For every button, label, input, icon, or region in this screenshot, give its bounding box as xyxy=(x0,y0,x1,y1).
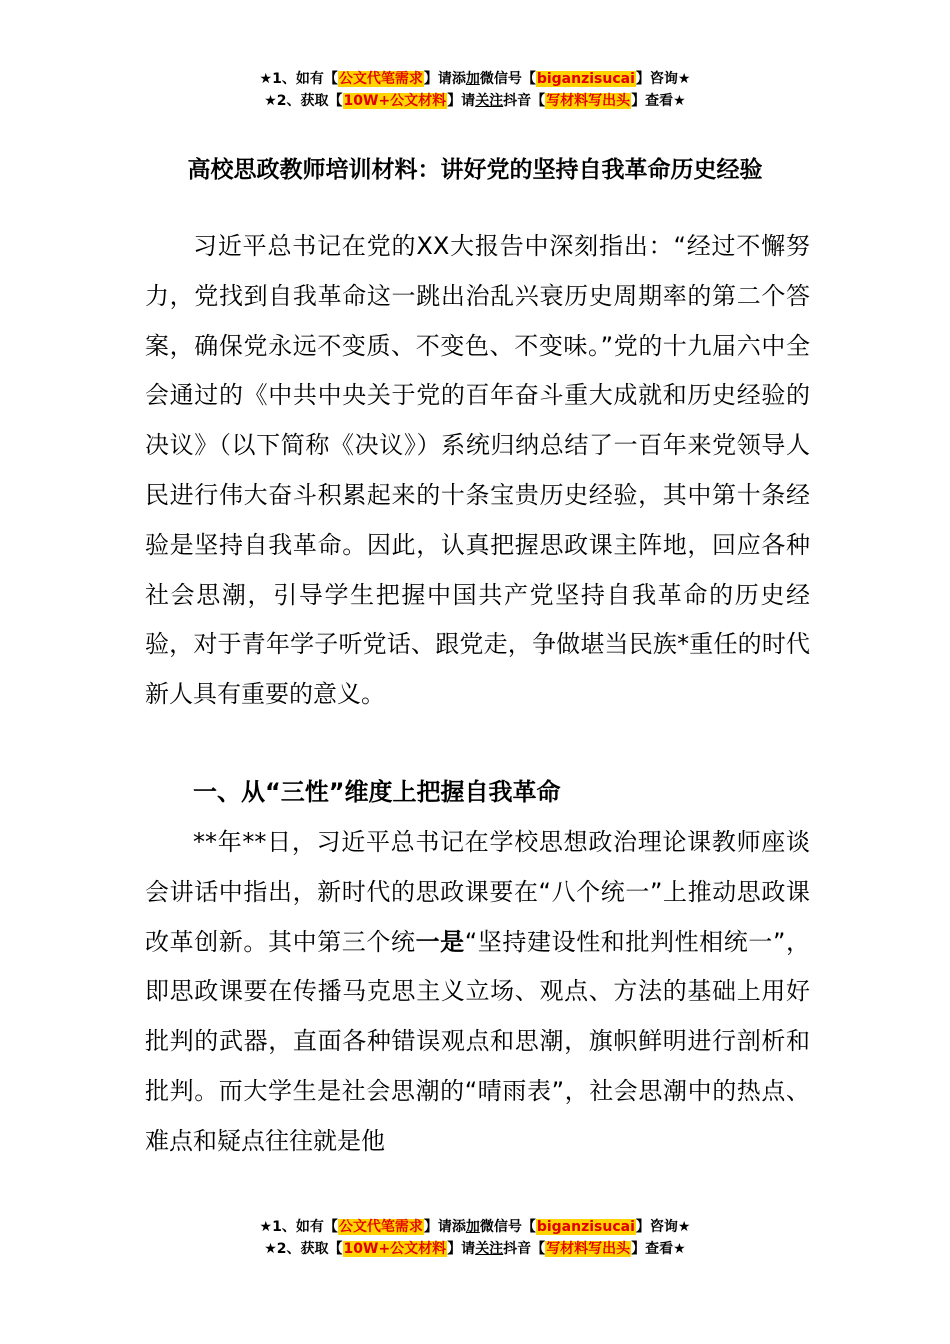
banner-underline: 关注 xyxy=(475,1241,504,1257)
banner-text: ★1、如有【 xyxy=(259,1219,338,1235)
banner-text: 抖音【 xyxy=(503,1241,546,1257)
banner-text: 】咨询★ xyxy=(635,71,691,87)
banner-text: 】咨询★ xyxy=(635,1219,691,1235)
paragraph-text: **年**日，习近平总书记在学校思想政治理论课教师座谈会讲话中指出，新时代的思政课要在“八个统一”上推动思政课改革创新。其中第三个统 xyxy=(145,828,810,956)
banner-highlight: 公文代笔需求 xyxy=(338,1219,423,1235)
banner-text: ★2、获取【 xyxy=(264,1241,343,1257)
banner-text: 】请 xyxy=(447,93,476,109)
banner-text: 微信号【 xyxy=(479,71,536,87)
header-banner xyxy=(0,68,950,112)
banner-text: 抖音【 xyxy=(503,93,546,109)
banner-highlight: biganzisucai xyxy=(536,71,635,87)
banner-underline: 关注 xyxy=(475,93,504,109)
banner-line-2 xyxy=(0,1238,950,1260)
banner-line-2 xyxy=(0,90,950,112)
banner-text: 】查看★ xyxy=(631,1241,686,1257)
banner-text: 】查看★ xyxy=(631,93,686,109)
banner-line-1 xyxy=(0,1216,950,1238)
banner-text: 】请 xyxy=(447,1241,476,1257)
banner-text: ★2、获取【 xyxy=(264,93,343,109)
banner-highlight: 10W+公文材料 xyxy=(343,93,447,109)
banner-highlight: 写材料写出头 xyxy=(546,93,631,109)
banner-text: ★1、如有【 xyxy=(259,71,338,87)
banner-highlight: 10W+公文材料 xyxy=(343,1241,447,1257)
banner-text: 】请添 xyxy=(423,1219,466,1235)
document-title: 高校思政教师培训材料：讲好党的坚持自我革命历史经验 xyxy=(187,157,763,183)
paragraph-bold-text: 一是 xyxy=(415,927,465,956)
paragraph-intro: 习近平总书记在党的XX大报告中深刻指出：“经过不懈努力，党找到自我革命这一跳出治乱兴衰历史周期率的第二个答案，确保党永远不变质、不变色、不变味。”党的十九届六中全会通过的《中共中央关于党的百年奋斗重大成就和历史经验的决议》（以下简称《决议》）系统归纳总结了一百年来党领导人民进行伟大奋斗积累起来的十条宝贵历史经验，其中第十条经验是坚持自我革命。因此，认真把握思政课主阵地，回应各种社会思潮，引导学生把握中国共产党坚持自我革命的历史经验，对于青年学子听党话、跟党走，争做堪当民族*重任的时代新人具有重要的意义。 xyxy=(145,232,810,709)
footer-banner xyxy=(0,1216,950,1260)
banner-highlight: 写材料写出头 xyxy=(546,1241,631,1257)
banner-highlight: biganzisucai xyxy=(536,1219,635,1235)
banner-line-1 xyxy=(0,68,950,90)
banner-text: 】请添 xyxy=(423,71,466,87)
banner-highlight: 公文代笔需求 xyxy=(338,71,423,87)
section-heading: 一、从“三性”维度上把握自我革命 xyxy=(193,778,561,806)
banner-underline: 加 xyxy=(465,71,480,87)
banner-text: 微信号【 xyxy=(479,1219,536,1235)
banner-underline: 加 xyxy=(465,1219,480,1235)
paragraph-text: “坚持建设性和批判性相统一”，即思政课要在传播马克思主义立场、观点、方法的基础上用好批判的武器，直面各种错误观点和思潮，旗帜鲜明进行剖析和批判。而大学生是社会思潮的“晴雨表”，社会思潮中的热点、难点和疑点往往就是他 xyxy=(145,927,810,1155)
paragraph-section-1 xyxy=(145,818,810,1168)
